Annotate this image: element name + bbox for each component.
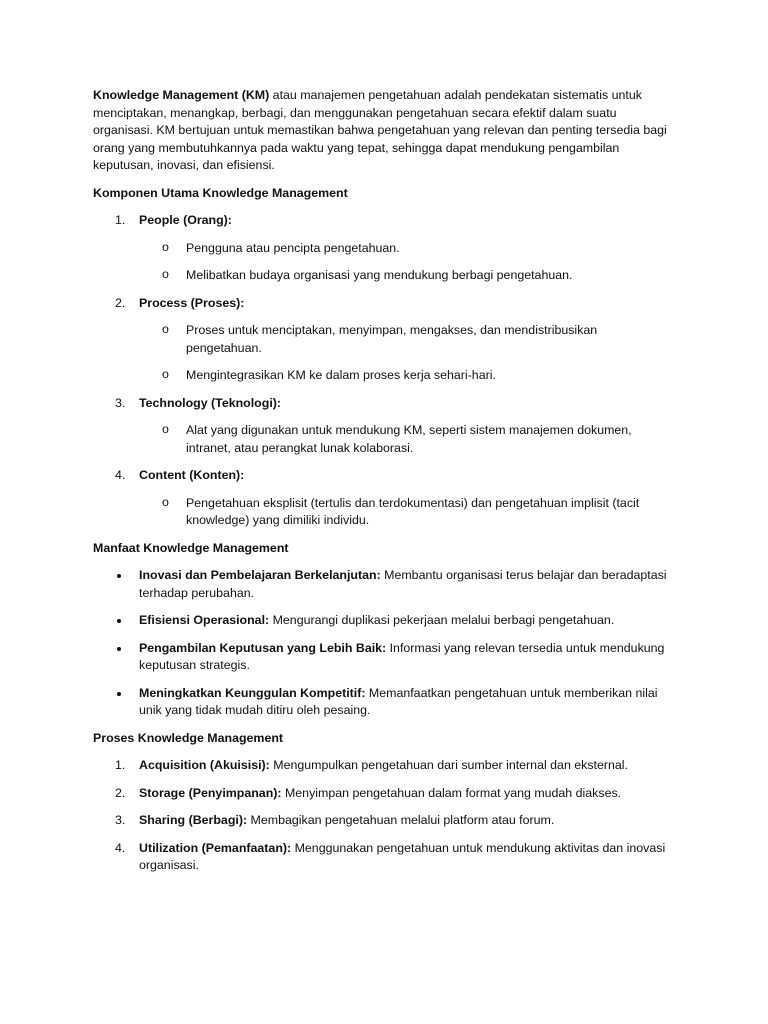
item-number: 4. — [115, 840, 126, 855]
manfaat-item-title: Inovasi dan Pembelajaran Berkelanjutan: — [139, 568, 381, 582]
proses-item-text: Menyimpan pengetahuan dalam format yang mudah diakses. — [281, 785, 622, 800]
manfaat-item-title: Pengambilan Keputusan yang Lebih Baik: — [139, 640, 387, 655]
manfaat-item — [93, 640, 676, 675]
manfaat-item-title: Meningkatkan Keunggulan Kompetitif: — [139, 685, 366, 700]
manfaat-item-text: Membantu organisasi terus belajar dan beradaptasi terhadap perubahan. — [139, 568, 667, 600]
sub-bullet-marker: o — [162, 367, 169, 381]
bullet-dot — [117, 692, 121, 696]
komponen-item — [93, 295, 676, 313]
komponen-heading: Komponen Utama Knowledge Management — [93, 185, 348, 200]
proses-item-text: Mengumpulkan pengetahuan dari sumber internal dan eksternal. — [269, 758, 628, 772]
komponen-subitem-text: Proses untuk menciptakan, menyimpan, mengakses, dan mendistribusikan pengetahuan. — [186, 323, 598, 355]
proses-item — [93, 785, 676, 803]
proses-item — [93, 757, 676, 775]
item-number: 1. — [115, 758, 126, 772]
komponen-subitem — [93, 322, 676, 357]
intro-text: atau manajemen pengetahuan adalah pendekatan sistematis untuk menciptakan, menangkap, berbagi, dan menggunakan pengetahuan secara efektif dalam suatu organisasi. KM bertujuan untuk memastikan bahwa pengetahuan yang relevan dan penting tersedia bagi orang yang membutuhkannya pada waktu yang tepat, sehingga dapat mendukung pengambilan keputusan, inovasi, dan efisiensi. — [93, 88, 667, 172]
manfaat-item-title: Efisiensi Operasional: — [139, 613, 270, 627]
manfaat-heading: Manfaat Knowledge Management — [93, 540, 289, 555]
item-number: 2. — [115, 785, 126, 800]
proses-item — [93, 840, 676, 875]
proses-item-title: Utilization (Pemanfaatan): — [139, 840, 292, 855]
proses-item-title: Sharing (Berbagi): — [139, 813, 248, 827]
sub-bullet-marker: o — [162, 322, 169, 336]
komponen-item-title: Content (Konten): — [139, 468, 245, 482]
manfaat-item-text: Mengurangi duplikasi pekerjaan melalui berbagi pengetahuan. — [269, 613, 615, 627]
komponen-subitem-text: Mengintegrasikan KM ke dalam proses kerja sehari-hari. — [186, 368, 496, 382]
komponen-item-title: People (Orang): — [139, 213, 232, 227]
manfaat-item — [93, 567, 676, 602]
intro-paragraph — [93, 87, 676, 175]
item-number: 4. — [115, 468, 126, 482]
item-number: 3. — [115, 813, 126, 827]
manfaat-item-text: Memanfaatkan pengetahuan untuk memberikan nilai unik yang tidak mudah ditiru oleh pesaing. — [139, 685, 658, 717]
sub-bullet-marker: o — [162, 239, 169, 254]
komponen-item — [93, 212, 676, 230]
komponen-subitem — [93, 367, 676, 385]
sub-bullet-marker: o — [162, 422, 169, 436]
komponen-subitem — [93, 495, 676, 530]
komponen-item — [93, 395, 676, 413]
proses-item-text: Menggunakan pengetahuan untuk mendukung aktivitas dan inovasi organisasi. — [139, 840, 666, 872]
sub-bullet-marker: o — [162, 267, 169, 281]
komponen-subitem-text: Melibatkan budaya organisasi yang mendukung berbagi pengetahuan. — [186, 268, 573, 282]
item-number: 2. — [115, 295, 126, 310]
bullet-dot — [117, 619, 121, 623]
komponen-item-title: Technology (Teknologi): — [139, 395, 282, 410]
bullet-dot — [117, 647, 121, 651]
komponen-subitem — [93, 240, 676, 258]
proses-item-text: Membagikan pengetahuan melalui platform atau forum. — [247, 813, 555, 827]
bullet-dot — [117, 574, 121, 578]
intro-term: Knowledge Management (KM) — [93, 88, 270, 102]
proses-item-title: Acquisition (Akuisisi): — [139, 758, 270, 772]
komponen-subitem-text: Pengguna atau pencipta pengetahuan. — [186, 240, 400, 255]
komponen-subitem-text: Pengetahuan eksplisit (tertulis dan terdokumentasi) dan pengetahuan implisit (tacit knowledge) yang dimiliki individu. — [186, 495, 640, 527]
manfaat-item — [93, 685, 676, 720]
proses-item — [93, 812, 676, 830]
proses-heading: Proses Knowledge Management — [93, 730, 284, 745]
komponen-subitem — [93, 267, 676, 285]
manfaat-item — [93, 612, 676, 630]
proses-item-title: Storage (Penyimpanan): — [139, 785, 282, 800]
komponen-item — [93, 467, 676, 485]
komponen-subitem — [93, 422, 676, 457]
sub-bullet-marker: o — [162, 494, 169, 509]
komponen-subitem-text: Alat yang digunakan untuk mendukung KM, seperti sistem manajemen dokumen, intranet, atau perangkat lunak kolaborasi. — [186, 423, 632, 455]
item-number: 3. — [115, 395, 126, 410]
komponen-item-title: Process (Proses): — [139, 295, 245, 310]
item-number: 1. — [115, 213, 126, 227]
manfaat-item-text: Informasi yang relevan tersedia untuk mendukung keputusan strategis. — [139, 640, 665, 672]
